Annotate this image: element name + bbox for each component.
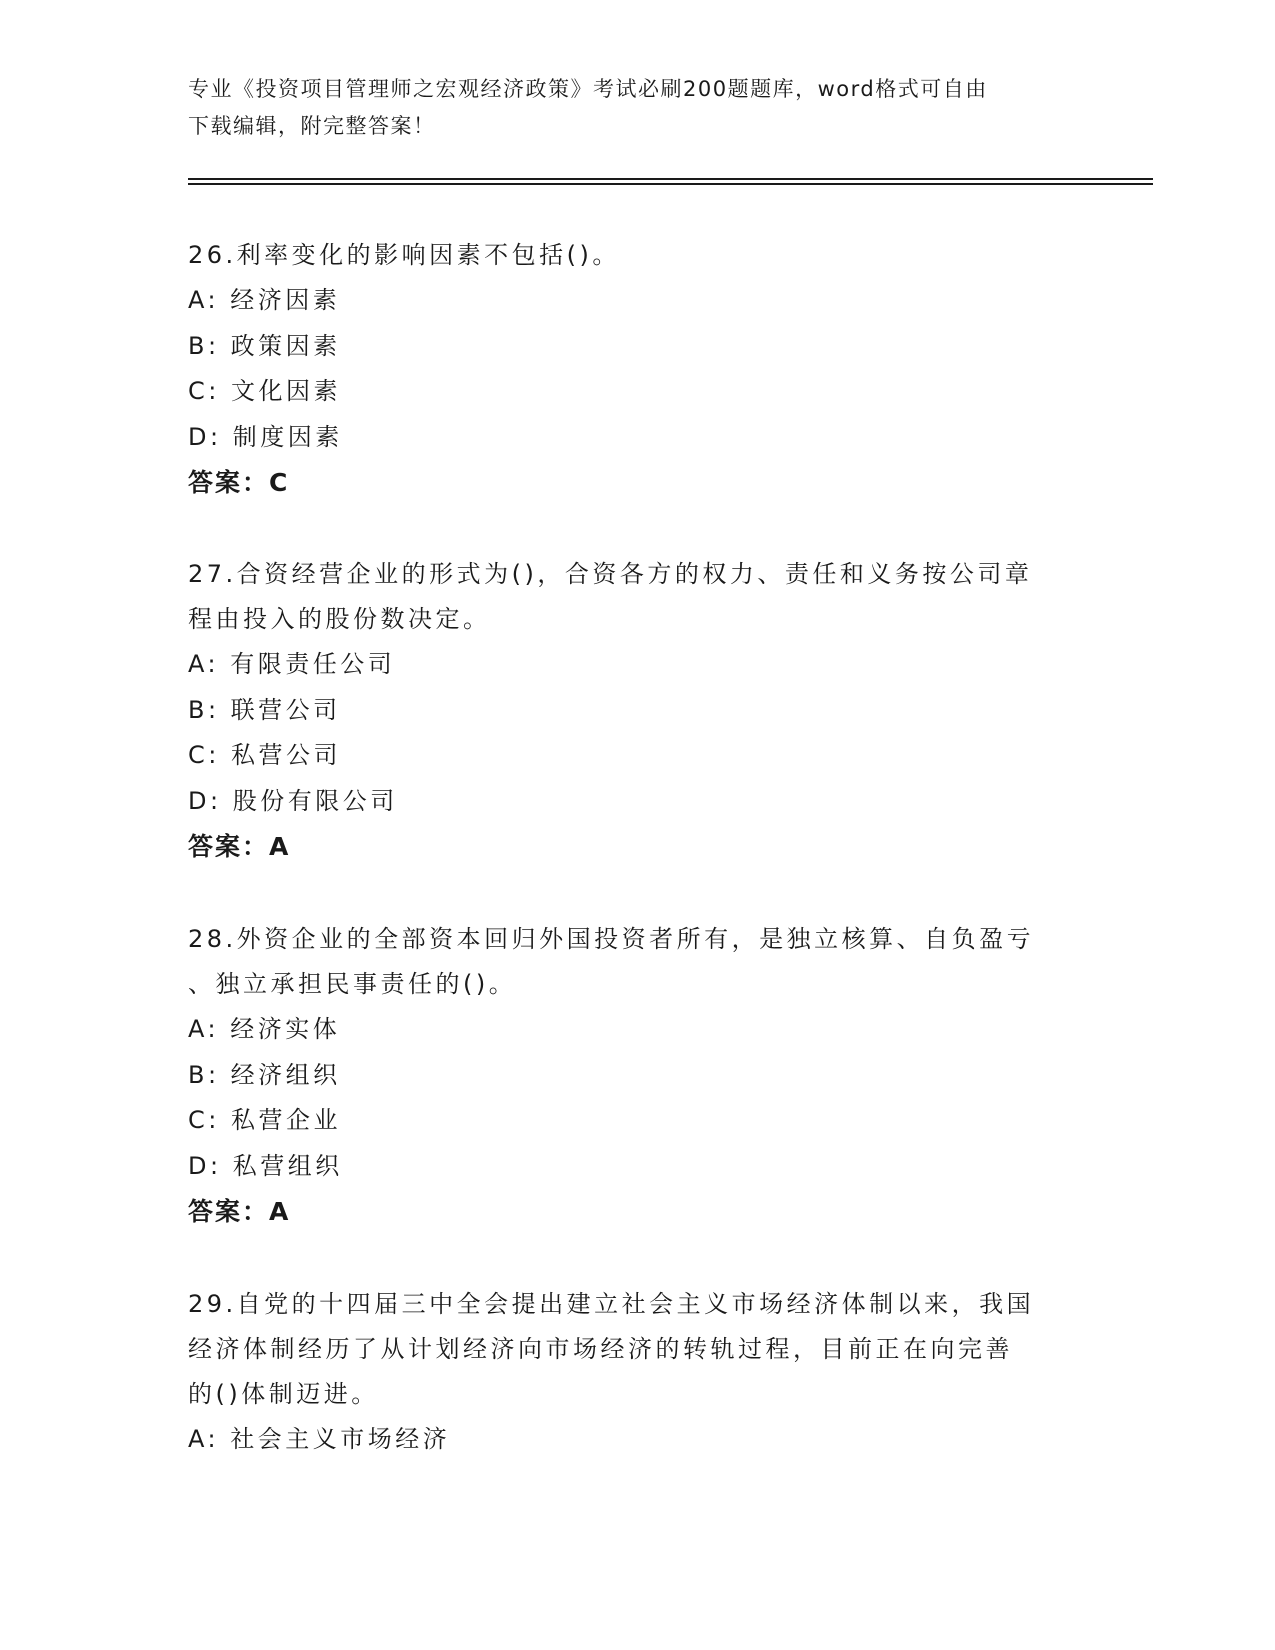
question-text: 26.利率变化的影响因素不包括()。 (188, 241, 620, 269)
question-29 (188, 1282, 1088, 1463)
question-text-line-3: 的()体制迈进。 (188, 1380, 379, 1408)
option-a: A: 经济实体 (188, 1015, 341, 1043)
option-a: A: 有限责任公司 (188, 650, 396, 678)
option-c: C: 文化因素 (188, 377, 341, 405)
document-header (188, 71, 1068, 145)
option-d: D: 私营组织 (188, 1151, 343, 1180)
header-divider-bottom (188, 183, 1153, 185)
question-26 (188, 233, 1088, 505)
header-line-2: 下载编辑，附完整答案！ (188, 114, 436, 138)
option-a: A: 社会主义市场经济 (188, 1425, 451, 1453)
question-28 (188, 917, 1088, 1234)
question-text-line-1: 27.合资经营企业的形式为()，合资各方的权力、责任和义务按公司章 (188, 560, 1033, 588)
option-b: B: 政策因素 (188, 331, 341, 360)
option-d: D: 制度因素 (188, 422, 343, 451)
header-divider-top (188, 178, 1153, 180)
question-text-line-2: 经济体制经历了从计划经济向市场经济的转轨过程，目前正在向完善 (188, 1335, 1013, 1363)
option-d: D: 股份有限公司 (188, 786, 398, 815)
question-27 (188, 552, 1088, 869)
answer: 答案：A (188, 832, 291, 861)
question-text-line-1: 28.外资企业的全部资本回归外国投资者所有，是独立核算、自负盈亏 (188, 925, 1035, 953)
option-a: A: 经济因素 (188, 286, 341, 314)
option-c: C: 私营公司 (188, 741, 341, 769)
question-text-line-2: 程由投入的股份数决定。 (188, 605, 491, 633)
question-text-line-2: 、独立承担民事责任的()。 (188, 970, 517, 998)
answer: 答案：C (188, 468, 290, 497)
option-b: B: 经济组织 (188, 1060, 341, 1089)
option-b: B: 联营公司 (188, 695, 341, 724)
option-c: C: 私营企业 (188, 1106, 341, 1134)
question-text-line-1: 29.自党的十四届三中全会提出建立社会主义市场经济体制以来，我国 (188, 1290, 1035, 1318)
header-line-1: 专业《投资项目管理师之宏观经济政策》考试必刷200题题库，word格式可自由 (188, 77, 988, 101)
answer: 答案：A (188, 1197, 291, 1226)
